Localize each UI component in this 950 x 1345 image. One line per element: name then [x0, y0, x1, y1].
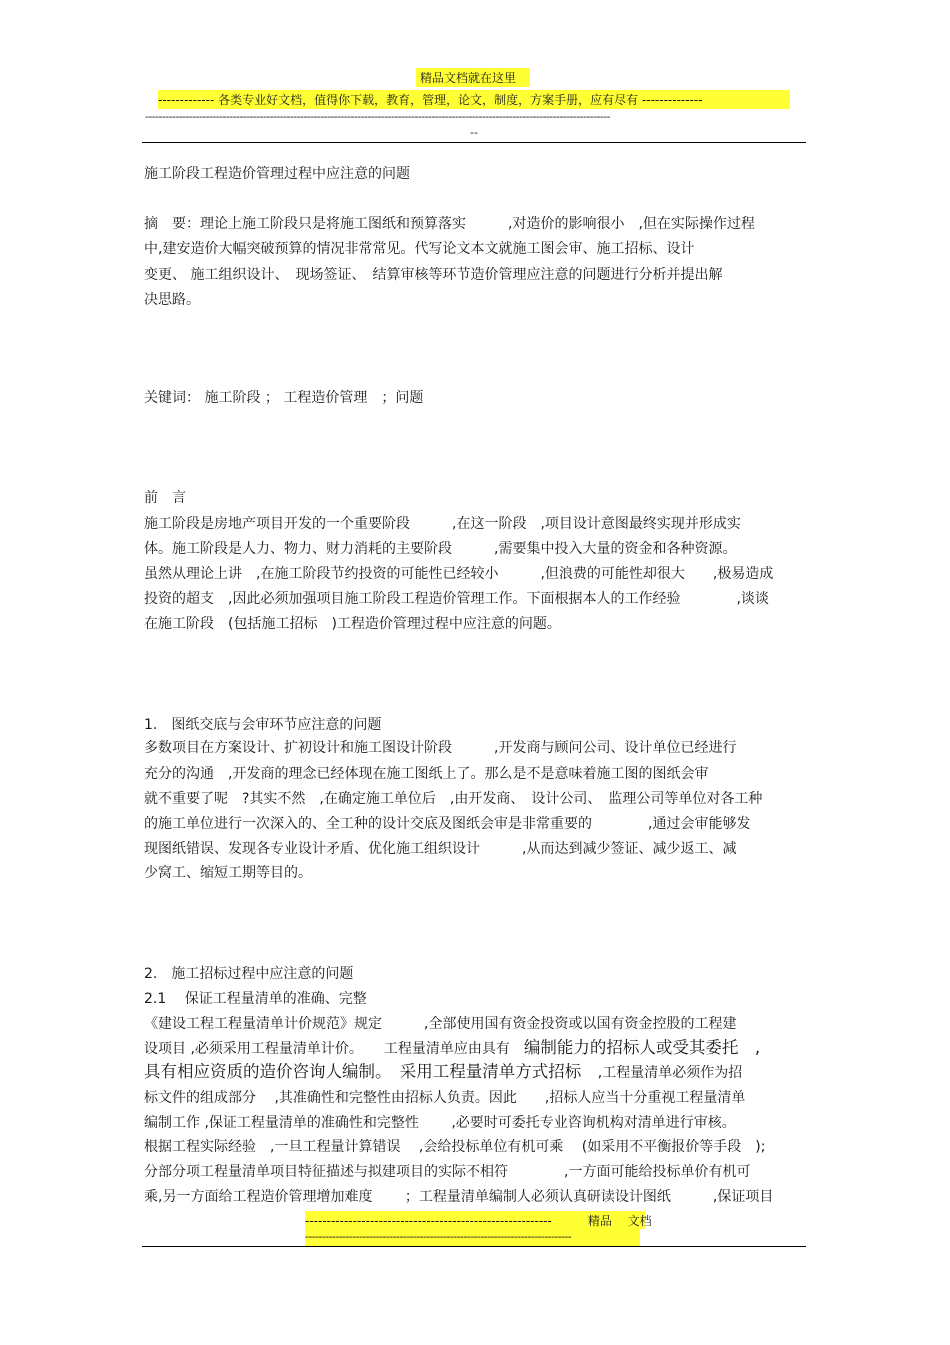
doc-title: 施工阶段工程造价管理过程中应注意的问题 [144, 166, 410, 182]
section1-line: 少窝工、缩短工期等目的。 [144, 865, 312, 881]
section21-line: 标文件的组成部分 ,其准确性和完整性由招标人负责。因此 ,招标人应当十分重视工程量清单 [144, 1090, 746, 1106]
header-title: 精品文档就在这里 [416, 68, 530, 87]
abstract-line: 摘 要：理论上施工阶段只是将施工图纸和预算落实 ,对造价的影响很小 ,但在实际操作过程 [144, 216, 755, 232]
section1-line: 就不重要了呢 ?其实不然 ,在确定施工单位后 ,由开发商、 设计公司、 监理公司等单位对各工种 [144, 791, 763, 807]
section21-line-part: 设项目 ,必须采用工程量清单计价。 工程量清单应由具有 [144, 1041, 524, 1057]
section21-line: 《建设工程工程量清单计价规范》规定 ,全部使用国有资金投资或以国有资金控股的工程建 [144, 1016, 737, 1032]
section1-line: 多数项目在方案设计、扩初设计和施工图设计阶段 ,开发商与顾问公司、设计单位已经进行 [144, 740, 737, 756]
header-subtitle: ------------- 各类专业好文档，值得你下载，教育，管理，论文，制度，方案手册，应有尽有 -------------- [158, 90, 790, 109]
section1-line: 充分的沟通 ,开发商的理念已经体现在施工图纸上了。那么是不是意味着施工图的图纸会审 [144, 766, 709, 782]
section21-line [144, 1038, 760, 1059]
preface-line: 投资的超支 ,因此必须加强项目施工阶段工程造价管理工作。下面根据本人的工作经验 ,谈谈 [144, 591, 769, 607]
section21-line [144, 1062, 742, 1083]
preface-line: 施工阶段是房地产项目开发的一个重要阶段 ,在这一阶段 ,项目设计意图最终实现并形成实 [144, 516, 741, 532]
section21-line: 编制工作 ,保证工程量清单的准确性和完整性 ,必要时可委托专业咨询机构对清单进行审核。 [144, 1115, 736, 1131]
section21-line-large-part: 具有相应资质的造价咨询人编制。 采用工程量清单方式招标 [144, 1062, 598, 1081]
section21-line: 乘,另一方面给工程造价管理增加难度 ；工程量清单编制人必须认真研读设计图纸 ,保证项目 [144, 1189, 774, 1205]
section2-heading: 2. 施工招标过程中应注意的问题 [144, 966, 354, 982]
abstract-line: 决思路。 [144, 292, 200, 308]
header-dash-line: ------------------------------------------------------------------------------------------------------------------------------------------ [145, 110, 610, 123]
section21-line-part: ,工程量清单必须作为招 [597, 1065, 743, 1081]
abstract-line: 变更、 施工组织设计、 现场签证、 结算审核等环节造价管理应注意的问题进行分析并提出解 [144, 267, 723, 283]
preface-line: 在施工阶段 (包括施工招标 )工程造价管理过程中应注意的问题。 [144, 616, 561, 632]
section1-line: 的施工单位进行一次深入的、全工种的设计交底及图纸会审是非常重要的 ,通过会审能够发 [144, 816, 751, 832]
section1-line: 现图纸错误、发现各专业设计矛盾、优化施工组织设计 ,从而达到减少签证、减少返工、减 [144, 841, 737, 857]
footer-rule [142, 1246, 806, 1247]
footer-dash-line: ------------------------------------------------------------------------------- [305, 1229, 640, 1246]
section21-line: 根据工程实际经验 ,一旦工程量计算错误 ,会给投标单位有机可乘 (如采用不平衡报价等手段 ); [144, 1139, 766, 1155]
preface-line: 虽然从理论上讲 ,在施工阶段节约投资的可能性已经较小 ,但浪费的可能性却很大 ,极易造成 [144, 566, 774, 582]
section21-line: 分部分项工程量清单项目特征描述与拟建项目的实际不相符 ,一方面可能给投标单价有机可 [144, 1164, 751, 1180]
section1-heading: 1. 图纸交底与会审环节应注意的问题 [144, 717, 382, 733]
section21-heading: 2.1 保证工程量清单的准确、完整 [144, 991, 367, 1007]
header-dash-short: -- [470, 126, 478, 139]
abstract-line: 中,建安造价大幅突破预算的情况非常常见。代写论文本文就施工图会审、施工招标、设计 [144, 241, 695, 257]
keywords: 关键词： 施工阶段 ； 工程造价管理 ；问题 [144, 390, 424, 406]
preface-line: 体。施工阶段是人力、物力、财力消耗的主要阶段 ,需要集中投入大量的资金和各种资源。 [144, 541, 737, 557]
preface-heading: 前 言 [144, 490, 186, 506]
header-rule [142, 142, 806, 143]
footer-line: --------------------------------------------------------- 精品 文档 [305, 1211, 645, 1229]
section21-line-large-part: 编制能力的招标人或受其委托 , [523, 1038, 761, 1057]
